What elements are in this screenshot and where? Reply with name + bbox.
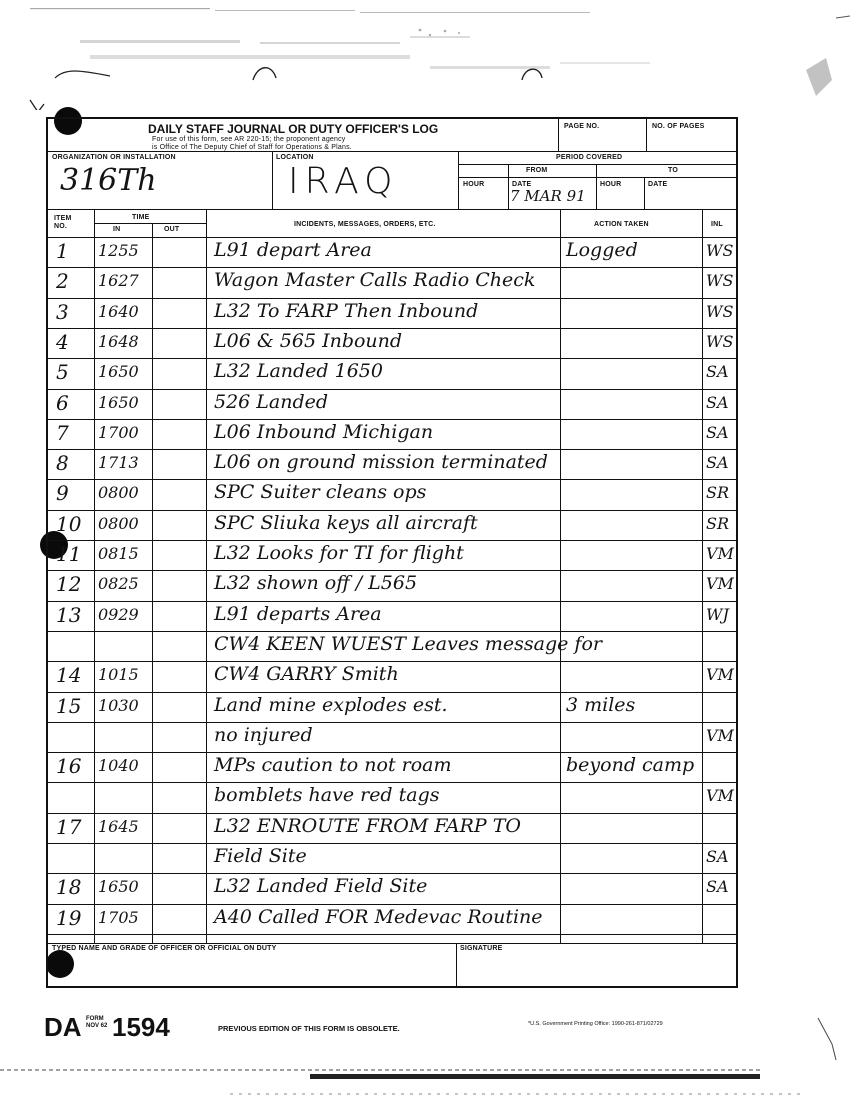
typed-name-field[interactable] — [52, 957, 450, 985]
entry-incident-text[interactable]: L32 Landed Field Site — [214, 875, 428, 898]
entry-initials[interactable]: SA — [706, 453, 729, 473]
entry-time-in[interactable]: 1650 — [98, 362, 139, 382]
row-rule — [48, 419, 738, 420]
col-time-label: TIME — [132, 214, 150, 221]
signature-label: SIGNATURE — [460, 945, 503, 952]
entry-initials[interactable]: SA — [706, 877, 729, 897]
col-out-label: OUT — [164, 226, 180, 233]
entry-incident-text[interactable]: L06 on ground mission terminated — [214, 451, 548, 474]
entry-item-no[interactable]: 15 — [56, 693, 82, 718]
date-label: DATE — [512, 181, 532, 188]
entry-incident-text[interactable]: Land mine explodes est. — [214, 693, 448, 716]
from-label: FROM — [526, 167, 548, 174]
entry-item-no[interactable]: 1 — [56, 239, 69, 263]
entry-item-no[interactable]: 5 — [56, 360, 69, 385]
entry-incident-text[interactable]: Field Site — [214, 845, 307, 867]
location-value[interactable]: IRAQ — [288, 161, 399, 202]
col-item-label: ITEM NO. — [54, 215, 72, 230]
previous-edition-note: PREVIOUS EDITION OF THIS FORM IS OBSOLETE. — [218, 1024, 400, 1033]
entry-initials[interactable]: SA — [706, 392, 729, 412]
scan-noise — [0, 0, 850, 110]
row-rule — [48, 631, 738, 632]
row-rule — [48, 692, 738, 693]
entry-time-in[interactable]: 1040 — [98, 756, 139, 776]
row-rule — [48, 722, 738, 723]
row-rule — [48, 873, 738, 874]
entry-incident-text[interactable]: MPs caution to not roam — [214, 754, 452, 777]
form-number: 1594 — [112, 1012, 170, 1042]
entry-incident-text[interactable]: SPC Suiter cleans ops — [214, 481, 427, 504]
entry-time-in[interactable]: 0800 — [98, 483, 139, 503]
row-rule — [48, 510, 738, 511]
entry-incident-text[interactable]: CW4 GARRY Smith — [214, 663, 399, 686]
entry-incident-text[interactable]: Wagon Master Calls Radio Check — [214, 269, 536, 292]
entry-action-taken[interactable]: 3 miles — [566, 693, 636, 716]
entry-incident-text[interactable]: L06 Inbound Michigan — [214, 420, 434, 443]
row-rule — [48, 661, 738, 662]
entry-item-no[interactable]: 18 — [56, 875, 82, 900]
entry-action-taken[interactable]: beyond camp — [566, 754, 695, 777]
page-no-value[interactable] — [564, 133, 640, 149]
row-rule — [48, 449, 738, 450]
row-rule — [48, 570, 738, 571]
entry-incident-text[interactable]: no injured — [214, 723, 313, 746]
form-id-small: FORM NOV 62 — [86, 1016, 108, 1029]
typed-name-label: TYPED NAME AND GRADE OF OFFICER OR OFFICIAL ON DUTY — [52, 945, 277, 952]
row-rule — [48, 358, 738, 359]
period-covered-label: PERIOD COVERED — [556, 154, 623, 161]
form-subtitle-2: is Office of The Deputy Chief of Staff for Operations & Plans. — [152, 144, 352, 151]
entry-item-no[interactable]: 11 — [56, 542, 82, 566]
from-date-value[interactable]: 7 MAR 91 — [510, 187, 586, 205]
entry-incident-text[interactable]: bomblets have red tags — [214, 784, 440, 807]
row-rule — [48, 267, 738, 268]
entry-time-in[interactable]: 1030 — [98, 695, 139, 715]
entry-initials[interactable]: VM — [706, 725, 734, 745]
entry-item-no[interactable]: 12 — [56, 572, 82, 597]
entry-time-in[interactable]: 1713 — [98, 453, 139, 473]
entry-time-in[interactable]: 1627 — [98, 271, 139, 291]
entry-incident-text[interactable]: L32 ENROUTE FROM FARP TO — [214, 814, 521, 837]
row-rule — [48, 601, 738, 602]
date-label-2: DATE — [648, 181, 668, 188]
entry-action-taken[interactable]: Logged — [566, 239, 638, 261]
entry-time-in[interactable]: 0800 — [98, 513, 139, 533]
entry-incident-text[interactable]: 526 Landed — [214, 390, 329, 413]
entry-item-no[interactable]: 16 — [56, 754, 82, 779]
entry-time-in[interactable]: 1648 — [98, 331, 139, 351]
entry-time-in[interactable]: 1705 — [98, 907, 139, 927]
signature-field[interactable] — [460, 957, 734, 985]
printing-office-note: *U.S. Government Printing Office: 1990-261-871/02729 — [528, 1021, 663, 1027]
row-rule — [48, 540, 738, 541]
entry-initials[interactable]: WJ — [706, 604, 729, 624]
entry-time-in[interactable]: 1650 — [98, 877, 139, 897]
entry-item-no[interactable]: 4 — [56, 329, 69, 354]
entry-incident-text[interactable]: L32 To FARP Then Inbound — [214, 299, 479, 322]
row-rule — [48, 328, 738, 329]
entry-time-in[interactable]: 0825 — [98, 574, 139, 594]
col-incidents-label: INCIDENTS, MESSAGES, ORDERS, ETC. — [294, 221, 436, 228]
row-rule — [48, 904, 738, 905]
entry-initials[interactable]: VM — [706, 544, 734, 563]
entry-time-in[interactable]: 1650 — [98, 392, 139, 412]
entry-item-no[interactable]: 13 — [56, 602, 82, 627]
row-rule — [48, 298, 738, 299]
entry-item-no[interactable]: 2 — [56, 269, 69, 294]
entry-item-no[interactable]: 7 — [56, 420, 69, 445]
to-label: TO — [668, 167, 678, 174]
entry-initials[interactable]: WS — [706, 301, 734, 321]
row-rule — [48, 389, 738, 390]
row-rule — [48, 782, 738, 783]
entry-initials[interactable]: SA — [706, 422, 729, 442]
entry-initials[interactable]: WS — [706, 331, 734, 351]
entry-incident-text[interactable]: L32 shown off / L565 — [214, 572, 418, 595]
entry-incident-text[interactable]: L06 & 565 Inbound — [214, 329, 403, 352]
row-rule — [48, 813, 738, 814]
entry-time-in[interactable]: 1645 — [98, 816, 139, 836]
row-rule — [48, 752, 738, 753]
entry-time-in[interactable]: 1640 — [98, 301, 139, 321]
entry-item-no[interactable]: 3 — [56, 299, 69, 324]
entry-time-in[interactable]: 1700 — [98, 422, 139, 442]
entry-incident-text[interactable]: L91 departs Area — [214, 602, 382, 625]
entry-incident-text[interactable]: L32 Landed 1650 — [214, 360, 383, 383]
duty-log-form — [46, 117, 738, 988]
entry-initials[interactable]: SA — [706, 362, 729, 382]
no-of-pages-label: NO. OF PAGES — [652, 123, 705, 130]
org-value[interactable]: 316Th — [60, 163, 157, 198]
entry-initials[interactable]: WS — [706, 271, 734, 291]
entry-item-no[interactable]: 9 — [56, 481, 69, 506]
entry-item-no[interactable]: 14 — [56, 663, 82, 688]
page-no-label: PAGE NO. — [564, 123, 600, 130]
entry-incident-text[interactable]: L91 depart Area — [214, 239, 372, 261]
form-id-prefix: DA — [44, 1012, 82, 1042]
entry-initials[interactable]: WS — [706, 241, 734, 260]
entry-time-in[interactable]: 1255 — [98, 241, 139, 260]
entry-item-no[interactable]: 6 — [56, 390, 69, 415]
entry-initials[interactable]: SR — [706, 513, 730, 533]
entry-initials[interactable]: VM — [706, 574, 734, 594]
scan-edge-marks — [0, 1000, 850, 1097]
entry-item-no[interactable]: 19 — [56, 905, 82, 930]
col-in-label: IN — [113, 226, 121, 233]
entry-incident-text[interactable]: SPC Sliuka keys all aircraft — [214, 511, 478, 534]
col-action-label: ACTION TAKEN — [594, 221, 649, 228]
row-rule — [48, 479, 738, 480]
col-inl-label: INL — [711, 221, 723, 228]
hour-label: HOUR — [463, 181, 485, 188]
entry-item-no[interactable]: 17 — [56, 814, 82, 839]
entry-initials[interactable]: SR — [706, 483, 730, 503]
entry-time-in[interactable]: 0929 — [98, 604, 139, 624]
entry-incident-text[interactable]: L32 Looks for TI for flight — [214, 542, 464, 564]
no-of-pages-value[interactable] — [652, 133, 736, 149]
row-rule — [48, 843, 738, 844]
entry-initials[interactable]: VM — [706, 665, 734, 685]
hour-label-2: HOUR — [600, 181, 622, 188]
entry-initials[interactable]: SA — [706, 847, 729, 866]
entry-time-in[interactable]: 1015 — [98, 665, 139, 685]
entry-incident-text[interactable]: A40 Called FOR Medevac Routine — [214, 905, 543, 928]
location-label: LOCATION — [276, 154, 314, 161]
form-subtitle-1: For use of this form, see AR 220-15; the proponent agency — [152, 136, 346, 143]
row-rule — [48, 934, 738, 935]
form-title: DAILY STAFF JOURNAL OR DUTY OFFICER'S LOG — [148, 122, 439, 136]
org-label: ORGANIZATION OR INSTALLATION — [52, 154, 176, 161]
entry-incident-text[interactable]: CW4 KEEN WUEST Leaves message for — [214, 632, 602, 655]
entry-time-in[interactable]: 0815 — [98, 544, 139, 563]
entry-initials[interactable]: VM — [706, 786, 734, 806]
entry-item-no[interactable]: 10 — [56, 511, 82, 536]
entry-item-no[interactable]: 8 — [56, 451, 69, 476]
